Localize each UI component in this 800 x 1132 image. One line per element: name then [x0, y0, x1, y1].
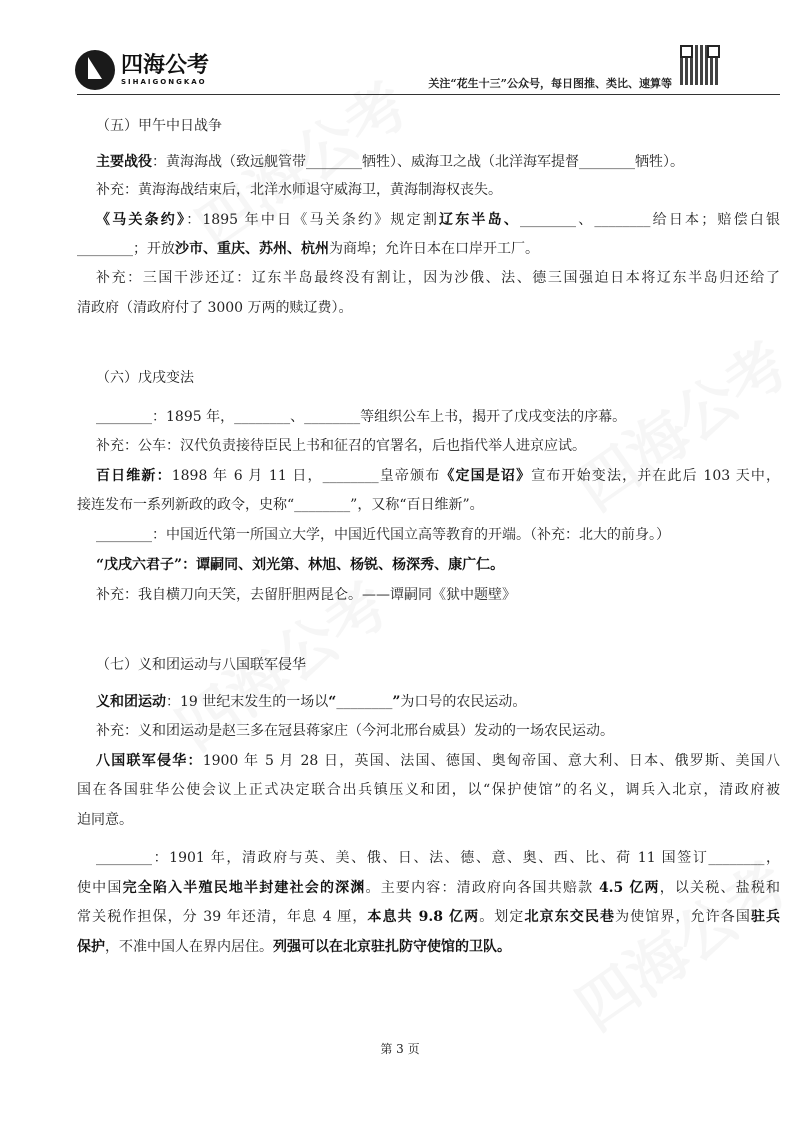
text-line — [77, 239, 539, 259]
bold-text: 4.5 亿两 — [598, 880, 660, 896]
bold-text: 八国联军侵华： — [96, 753, 203, 769]
text-line — [96, 555, 504, 575]
bold-text: 主要战役 — [96, 154, 152, 170]
bold-text: 保护 — [77, 939, 105, 955]
text-run: 1898 年 6 月 11 日，________皇帝颁布 — [171, 468, 441, 484]
text-line — [77, 495, 484, 515]
text-line — [77, 937, 511, 957]
text-run: 。主要内容：清政府向各国共赔款 — [365, 880, 599, 896]
text-run: ：19 世纪末发生的一场以 — [166, 694, 329, 710]
text-run: ：黄海海战（致远舰管带________牺牲）、威海卫之战（北洋海军提督________牺牲）。 — [152, 154, 684, 170]
text-run: ________；开放 — [77, 241, 175, 257]
bold-text: 辽东半岛、 — [439, 212, 521, 228]
text-line — [96, 210, 780, 230]
text-line — [77, 780, 780, 800]
text-line — [96, 407, 626, 427]
text-line — [77, 907, 780, 927]
text-run: ________ — [336, 694, 393, 710]
text-run: 补充：三国干涉还辽：辽东半岛最终没有割让，因为沙俄、法、德三国强迫日本将辽东半岛归还给了 — [96, 270, 780, 286]
bold-text: 北京东交民巷 — [524, 909, 616, 925]
bold-text: 沙市、重庆、苏州、杭州 — [175, 241, 329, 257]
text-run: 为商埠；允许日本在口岸开工厂。 — [329, 241, 539, 257]
text-line — [96, 180, 502, 200]
text-line — [96, 848, 780, 868]
text-run: ________：1901 年，清政府与英、美、俄、日、法、德、意、奥、西、比、荷 11 国签订________， — [96, 850, 780, 866]
text-run: 1900 年 5 月 28 日，英国、法国、德国、奥匈帝国、意大利、日本、俄罗斯、美国八 — [202, 753, 781, 769]
page-number: 第 3 页 — [380, 1042, 420, 1056]
text-run: 补充：义和团运动是赵三多在冠县蒋家庄（今河北邢台威县）发动的一场农民运动。 — [96, 723, 614, 739]
bold-text: 《马关条约》 — [96, 212, 187, 228]
text-run: ________、________给日本；赔偿白银 — [520, 212, 781, 228]
text-line — [96, 436, 586, 456]
watermark — [557, 839, 800, 1047]
text-run: ，不准中国人在界内居住。 — [105, 939, 273, 955]
text-line — [77, 810, 133, 830]
text-run: 国在各国驻华公使会议上正式决定联合出兵镇压义和团，以“保护使馆”的名义，调兵入北京，清政府被 — [77, 782, 780, 798]
bold-text: ” — [392, 694, 401, 710]
text-line — [96, 368, 194, 388]
text-run: 使中国 — [77, 880, 123, 896]
text-run: ：1895 年中日《马关条约》规定割 — [186, 212, 440, 228]
text-run: ________：中国近代第一所国立大学，中国近代国立高等教育的开端。（补充：北大的前身。） — [96, 527, 670, 543]
text-run: （五）甲午中日战争 — [96, 118, 222, 134]
qr-code-icon — [680, 45, 720, 85]
text-run: 宣布开始变法，并在此后 103 天中， — [531, 468, 781, 484]
text-line — [96, 466, 780, 486]
text-line — [96, 585, 516, 605]
text-line — [96, 525, 670, 545]
text-line — [96, 655, 306, 675]
text-run: （七）义和团运动与八国联军侵华 — [96, 657, 306, 673]
bold-text: 驻兵 — [750, 909, 781, 925]
bold-text: 列强可以在北京驻扎防守使馆的卫队。 — [273, 939, 511, 955]
text-run: 接连发布一系列新政的政令，史称“________”，又称“百日维新”。 — [77, 497, 484, 513]
text-line — [96, 692, 526, 712]
logo-subtitle: SIHAIGONGKAO — [121, 78, 207, 86]
bold-text: 完全陷入半殖民地半封建社会的深渊 — [122, 880, 366, 896]
text-run: （六）戊戌变法 — [96, 370, 194, 386]
text-run: 补充：黄海海战结束后，北洋水师退守威海卫，黄海制海权丧失。 — [96, 182, 502, 198]
text-run: 。划定 — [479, 909, 525, 925]
text-run: 补充：我自横刀向天笑，去留肝胆两昆仑。——谭嗣同《狱中题壁》 — [96, 587, 516, 603]
text-line — [96, 721, 614, 741]
text-run: 清政府（清政府付了 3000 万两的赎辽费）。 — [77, 300, 353, 316]
text-run: 为口号的农民运动。 — [400, 694, 527, 710]
bold-text: 本息共 9.8 亿两 — [367, 909, 480, 925]
text-line — [96, 152, 684, 172]
text-line — [96, 268, 780, 288]
bold-text: 义和团运动 — [96, 694, 166, 710]
text-line — [96, 751, 780, 771]
text-run: 补充：公车：汉代负责接待臣民上书和征召的官署名，后也指代举人进京应试。 — [96, 438, 586, 454]
bold-text: 《定国是诏》 — [440, 468, 532, 484]
text-line — [77, 298, 353, 318]
text-run: ，以关税、盐税和 — [659, 880, 781, 896]
sail-logo-icon — [75, 50, 115, 90]
brand-logo — [75, 50, 209, 90]
text-run: ________：1895 年，________、________等组织公车上书，揭开了戊戌变法的序幕。 — [96, 409, 627, 425]
header-divider — [77, 94, 780, 95]
bold-text: “ — [328, 694, 337, 710]
text-line — [96, 116, 222, 136]
text-line — [77, 878, 780, 898]
text-run: 为使馆界，允许各国 — [615, 909, 751, 925]
header-slogan: 关注“花生十三”公众号，每日图推、类比、速算等 — [428, 77, 672, 90]
text-run: 迫同意。 — [77, 812, 133, 828]
bold-text: 百日维新： — [96, 468, 172, 484]
text-run: 常关税作担保，分 39 年还清，年息 4 厘， — [77, 909, 368, 925]
bold-text: “戊戌六君子”：谭嗣同、刘光第、林旭、杨锐、杨深秀、康广仁。 — [96, 557, 505, 573]
logo-name: 四海公考 — [121, 53, 210, 78]
